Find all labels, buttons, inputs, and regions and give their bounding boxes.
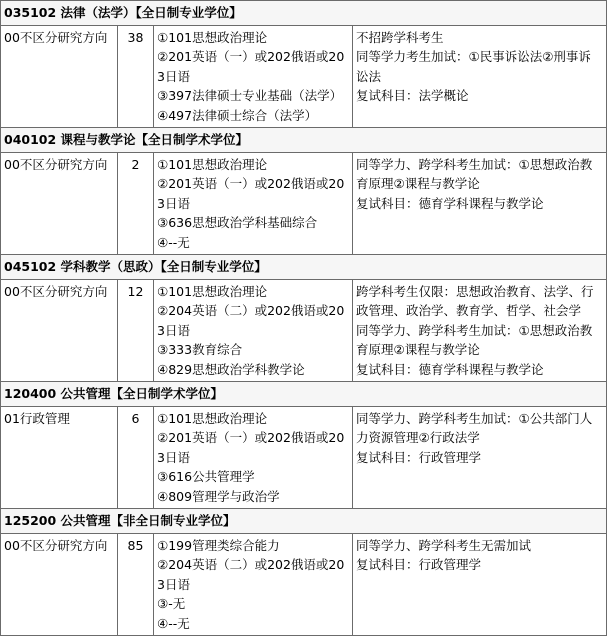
exam-subjects	[154, 25, 353, 128]
exam-subject: ④829思想政治学科教学论	[157, 361, 305, 377]
section-title: 125200 公共管理【非全日制专业学位】	[1, 509, 607, 534]
research-direction: 00不区分研究方向	[1, 25, 118, 128]
remark-line: 跨学科考生仅限：思想政治教育、法学、行政管理、政治学、教育学、哲学、社会学	[356, 283, 594, 318]
exam-subject: ③-无	[157, 596, 186, 611]
remark-line: 同等学力、跨学科考生加试：①思想政治教育原理②课程与教学论	[356, 156, 593, 191]
remark-line: 同等学力考生加试：①民事诉讼法②刑事诉讼法	[356, 49, 591, 84]
remark-line: 复试科目：行政管理学	[356, 449, 482, 465]
section-header-row	[1, 128, 607, 153]
section-header-row	[1, 382, 607, 407]
remarks	[353, 25, 607, 128]
section-title: 035102 法律（法学）【全日制专业学位】	[1, 1, 607, 26]
section-header-row	[1, 255, 607, 280]
exam-subject: ③636思想政治学科基础综合	[157, 215, 318, 230]
remark-line: 复试科目：德育学科课程与教学论	[356, 361, 544, 377]
section-title: 120400 公共管理【全日制学术学位】	[1, 382, 607, 407]
section-title: 040102 课程与教学论【全日制学术学位】	[1, 128, 607, 153]
exam-subject: ②204英语（二）或202俄语或203日语	[157, 303, 345, 338]
remarks	[353, 533, 607, 636]
remark-line: 复试科目：法学概论	[356, 88, 469, 103]
remark-line: 同等学力、跨学科考生加试：①公共部门人力资源管理②行政法学	[356, 410, 593, 445]
exam-subject: ③397法律硕士专业基础（法学）	[157, 88, 343, 103]
exam-subject: ①199管理类综合能力	[157, 537, 280, 553]
remarks	[353, 279, 607, 382]
program-row	[1, 406, 607, 509]
exam-subject: ②201英语（一）或202俄语或203日语	[157, 176, 345, 211]
exam-subject: ①101思想政治理论	[157, 283, 268, 299]
enrollment-count: 85	[118, 533, 154, 636]
program-row	[1, 25, 607, 128]
exam-subjects	[154, 279, 353, 382]
research-direction: 00不区分研究方向	[1, 279, 118, 382]
exam-subjects	[154, 406, 353, 509]
enrollment-count: 38	[118, 25, 154, 128]
remarks	[353, 152, 607, 255]
remarks	[353, 406, 607, 509]
enrollment-count: 12	[118, 279, 154, 382]
section-header-row	[1, 509, 607, 534]
research-direction: 00不区分研究方向	[1, 152, 118, 255]
research-direction: 01行政管理	[1, 406, 118, 509]
exam-subject: ②201英语（一）或202俄语或203日语	[157, 49, 345, 84]
exam-subjects	[154, 533, 353, 636]
exam-subject: ④--无	[157, 615, 190, 631]
section-title: 045102 学科教学（思政）【全日制专业学位】	[1, 255, 607, 280]
exam-subject: ②204英语（二）或202俄语或203日语	[157, 557, 345, 592]
remark-line: 复试科目：德育学科课程与教学论	[356, 195, 544, 211]
enrollment-count: 6	[118, 406, 154, 509]
exam-subject: ①101思想政治理论	[157, 410, 268, 426]
exam-subject: ④809管理学与政治学	[157, 488, 280, 504]
remark-line: 不招跨学科考生	[356, 29, 444, 45]
exam-subject: ②201英语（一）或202俄语或203日语	[157, 430, 345, 465]
remark-line: 同等学力、跨学科考生无需加试	[356, 537, 532, 553]
program-row	[1, 152, 607, 255]
section-header-row	[1, 1, 607, 26]
remark-line: 同等学力、跨学科考生加试：①思想政治教育原理②课程与教学论	[356, 322, 593, 357]
exam-subject: ①101思想政治理论	[157, 29, 268, 45]
exam-subject: ③333教育综合	[157, 342, 243, 357]
exam-subject: ④--无	[157, 234, 190, 250]
research-direction: 00不区分研究方向	[1, 533, 118, 636]
exam-subject: ①101思想政治理论	[157, 156, 268, 172]
exam-subjects	[154, 152, 353, 255]
program-row	[1, 279, 607, 382]
exam-subject: ④497法律硕士综合（法学）	[157, 107, 318, 123]
exam-subject: ③616公共管理学	[157, 469, 255, 484]
enrollment-count: 2	[118, 152, 154, 255]
remark-line: 复试科目：行政管理学	[356, 557, 482, 572]
program-row	[1, 533, 607, 636]
